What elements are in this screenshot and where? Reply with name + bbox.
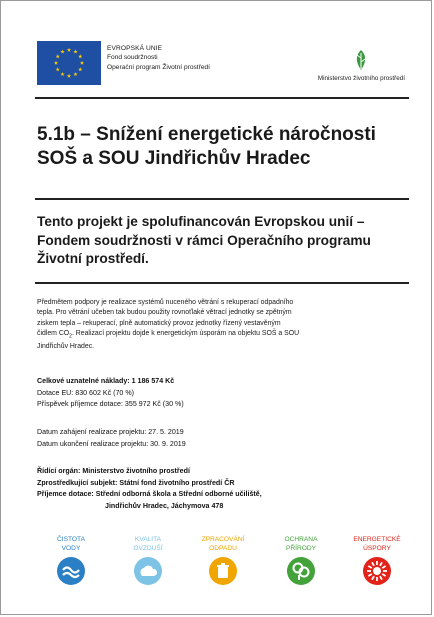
priority-label-line: ENERGETICKÉ	[353, 536, 401, 544]
project-dates	[37, 427, 186, 450]
statement-line: Tento projekt je spolufinancován Evropskou unií –	[37, 214, 365, 229]
page-title	[37, 123, 407, 171]
eu-flag-icon	[37, 41, 101, 85]
organizations	[37, 466, 262, 512]
ministry-name: Ministerstvo životního prostředí	[317, 75, 405, 82]
ministry-emblem-icon	[352, 49, 370, 71]
priority-nature	[271, 535, 331, 585]
priority-label-line: PŘÍRODY	[285, 544, 317, 552]
priority-label	[285, 535, 318, 553]
description-line: Předmětem podpory je realizace systémů nuceného větrání s rekuperací odpadního	[37, 299, 294, 306]
priority-label-line: ÚSPORY	[363, 544, 391, 552]
eu-star-icon	[60, 72, 64, 76]
managing-authority: Řídící orgán: Ministerstvo životního prostředí	[37, 467, 190, 475]
priority-air	[118, 535, 178, 585]
project-description	[37, 298, 411, 352]
description-line: tepla. Pro větrání učeben tak budou použity rovnoťlaké větrací jednotky se zpětným	[37, 309, 292, 317]
eu-star-icon	[67, 48, 71, 52]
divider	[35, 198, 409, 200]
program-priorities	[35, 535, 409, 601]
priority-label-line: OVZDUŠÍ	[133, 544, 163, 552]
eu-star-icon	[78, 67, 82, 71]
description-line	[37, 329, 411, 342]
eu-star-icon	[56, 67, 60, 71]
end-date: Datum ukončení realizace projektu: 30. 9. 2019	[37, 439, 186, 448]
divider	[35, 97, 409, 99]
eu-star-icon	[80, 61, 84, 65]
priority-label	[202, 535, 245, 553]
intermediate-body: Zprostředkující subjekt: Státní fond životního prostředí ČR	[37, 478, 235, 487]
eu-star-icon	[73, 50, 77, 54]
eu-star-icon	[54, 61, 58, 65]
eu-star-icon	[78, 54, 82, 58]
header-logos	[37, 41, 409, 87]
priority-waste	[193, 535, 253, 585]
eu-star-icon	[73, 72, 77, 76]
priority-water	[41, 535, 101, 585]
ministry-logo	[318, 49, 405, 82]
co2-text: čidlem CO	[37, 330, 70, 338]
sun-icon	[363, 557, 391, 585]
nature-icon	[287, 557, 315, 585]
water-drop-icon	[57, 557, 85, 585]
eu-star-icon	[60, 50, 64, 54]
total-costs: Celkové uznatelné náklady: 1 186 574 Kč	[37, 377, 175, 385]
program-name: Operační program Životní prostředí	[107, 63, 210, 71]
beneficiary: Příjemce dotace: Střední odborná škola a Střední odborné učiliště,	[37, 490, 262, 499]
waste-icon	[209, 557, 237, 585]
description-line: Jindřichův Hradec.	[37, 343, 95, 350]
description-line: ziskem tepla – rekuperací, plně automatický provoz jednotky řízený vestavěným	[37, 319, 281, 327]
beneficiary-address: Jindřichův Hradec, Jáchymova 478	[105, 501, 224, 510]
priority-label-line: ODPADU	[209, 544, 237, 552]
fund-name: Fond soudržnosti	[107, 54, 158, 62]
eu-star-icon	[56, 54, 60, 58]
priority-label-line: VODY	[61, 544, 81, 552]
eu-star-icon	[67, 74, 71, 78]
start-date: Datum zahájení realizace projektu: 27. 5. 2019	[37, 428, 184, 436]
title-line-1: 5.1b – Snížení energetické náročnosti	[37, 124, 376, 145]
statement-line: Životní prostředí.	[37, 251, 149, 266]
description-text: . Realizací projektu dojde k energetickým úsporám na objektu SOŠ a SOU	[71, 330, 300, 338]
statement-line: Fondem soudržnosti v rámci Operačního programu	[37, 232, 371, 248]
priority-label-line: ZPRACOVÁNÍ	[201, 536, 245, 544]
title-line-2: SOŠ a SOU Jindřichův Hradec	[37, 148, 311, 169]
eu-subsidy: Dotace EU: 830 602 Kč (70 %)	[37, 388, 134, 397]
priority-label-line: ČISTOTA	[57, 536, 85, 544]
priority-label-line: OCHRANA	[284, 536, 318, 544]
priority-label	[353, 535, 400, 553]
cofinancing-statement	[37, 213, 409, 269]
priority-label	[133, 535, 162, 553]
divider	[35, 282, 409, 284]
priority-energy	[347, 535, 407, 585]
recipient-contribution: Příspěvek příjemce dotace: 355 972 Kč (30 %)	[37, 400, 184, 409]
priority-label-line: KVALITA	[134, 536, 162, 544]
cloud-icon	[134, 557, 162, 585]
eu-program-text	[107, 44, 210, 72]
eu-name: EVROPSKÁ UNIE	[107, 45, 163, 52]
priority-label	[57, 535, 85, 553]
co2-subscript: 2	[69, 333, 72, 340]
cost-summary	[37, 376, 184, 411]
